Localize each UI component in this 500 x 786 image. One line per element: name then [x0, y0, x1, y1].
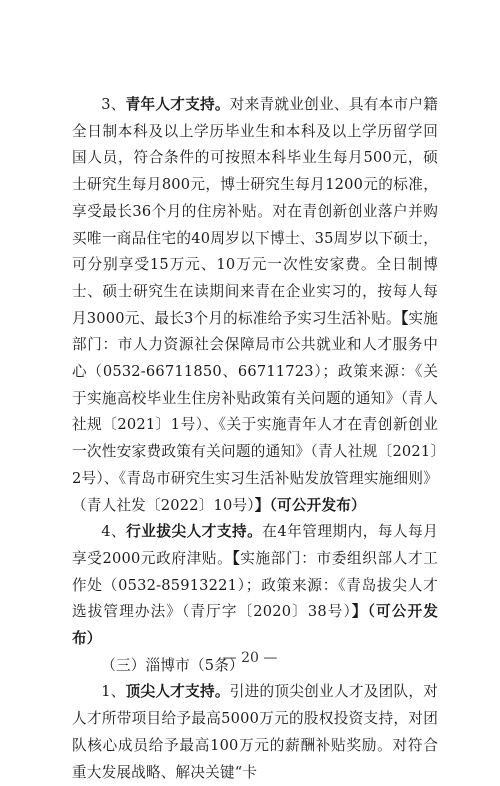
publish-tag: （可公开发布）	[72, 603, 439, 648]
publish-tag: （可公开发布）	[269, 496, 366, 514]
document-body	[72, 92, 438, 786]
item-title: 顶尖人才支持。	[125, 683, 230, 701]
bracket-close: 】	[254, 496, 270, 514]
item-title: 青年人才支持。	[125, 96, 230, 113]
item-title: 行业拔尖人才支持。	[126, 523, 263, 541]
item-number: 1、	[101, 683, 126, 701]
bracket-close: 】	[351, 603, 368, 621]
paragraph-youth-talent	[72, 92, 438, 519]
paragraph-top-industry-talent	[72, 519, 438, 653]
section-heading-zibo: （三）淄博市（5条）	[101, 656, 244, 674]
item-number: 4、	[101, 523, 127, 541]
paragraph-top-talent	[72, 679, 438, 786]
item-number: 3、	[101, 96, 126, 113]
item-body: 引进的顶尖创业人才及团队，对人才所带项目给予最高5000万元的股权投资支持，对团队核心成员给予最高100万元的薪酬补贴奖励。对符合重大发展战略、解决关键“卡	[72, 683, 439, 781]
bracket-open: 【	[232, 549, 241, 567]
implementation-info: 实施部门：市人力资源社会保障局市公共就业和人才服务中心（0532-66711850、66711723）；政策来源：《关于实施高校毕业生住房补贴政策有关问题的通知》（青人社规〔2021〕1号）、《关于实施青年人才在青创新创业一次性安家费政策有关问题的通知》（青人社规〔2021〕2号）、《青岛市研究生实习生活补贴发放管理实施细则》（青人社发〔2022〕10号）	[72, 309, 438, 514]
item-body: 对来青就业创业、具有本市户籍全日制本科及以上学历毕业生和本科及以上学历留学回国人员，符合条件的可按照本科毕业生每月500元，硕士研究生每月800元，博士研究生每月1200元的标准，享受最长36个月的住房补贴。对在青创新创业落户并购买唯一商品住宅的40周岁以下博士、35周岁以下硕士，可分别享受15万元、10万元一次性安家费。全日制博士、硕士研究生在读期间来青在企业实习的，按每人每月3000元、最长3个月的标准给予实习生活补贴。	[72, 96, 439, 327]
bracket-open: 【	[400, 309, 409, 327]
item-body: 在4年管理期内，每人每月享受2000元政府津贴。	[72, 523, 438, 567]
implementation-info: 实施部门：市委组织部人才工作处（0532-85913221）；政策来源：《青岛拔尖人才选拔管理办法》（青厅字〔2020〕38号）	[72, 549, 439, 621]
page-number: — 20 —	[222, 650, 278, 666]
